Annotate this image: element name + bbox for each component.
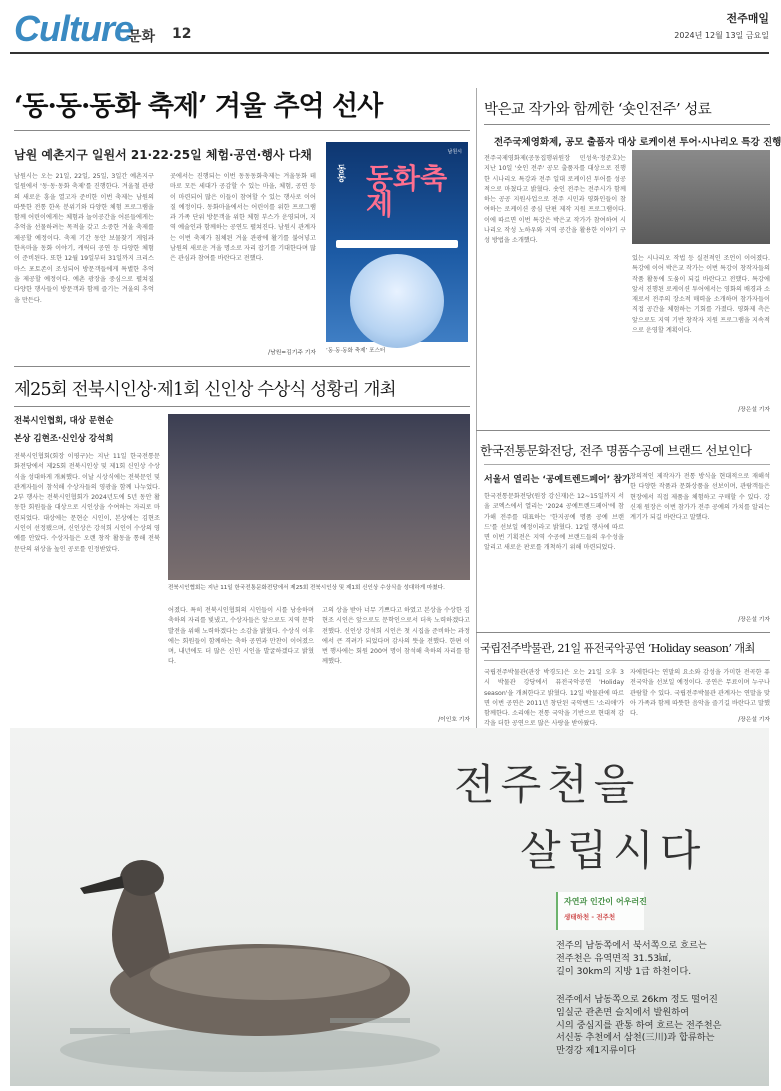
campaign-text-2-line: 서신동 추천에서 삼천(三川)과 합류하는 xyxy=(556,1032,715,1044)
campaign-label-title: 자연과 인간이 어우러진 xyxy=(564,897,647,906)
poster-vertical-title: 동동 xyxy=(335,164,345,182)
museum-byline: /장은설 기자 xyxy=(738,717,770,723)
campaign-text-1-line: 길이 30km의 지방 1급 하천이다. xyxy=(556,965,692,977)
shortin-body-col2: 있는 시나리오 작법 등 실전적인 조언이 이어졌다. 특강에 이어 박은교 작가는 이번 특강이 창작자들의 작품 활동에 도움이 되길 바란다고 전했다. 특강에 앞서 진행된 로케이션 투어에서는 영화의 배경과 소재로서 전주의 장소적 매력을 소개하며 참가자들이 직접 공간을 체험하는 기회를 가졌다. 영화제 측은 앞으로도 지역 기반 창작자 지원 프로그램을 지속적으로 운영할 계획이다. xyxy=(632,255,770,335)
lead-subheadline: 남원 예촌지구 일원서 21·22·25일 체험·공연·행사 다채 xyxy=(14,148,312,162)
poetry-headline: 제25회 전북시인상·제1회 신인상 수상식 성황리 개최 xyxy=(14,380,396,400)
campaign-title-line1: 전주천을 xyxy=(454,760,641,809)
poetry-byline: /이인호 기자 xyxy=(438,717,470,723)
campaign-text-1-line: 전주천은 유역면적 31.53㎢, xyxy=(556,952,672,964)
newspaper-name: 전주매일 xyxy=(726,12,769,25)
lead-headline: ‘동·동·동화 축제’ 겨울 추억 선사 xyxy=(14,91,383,122)
museum-body-col2: 자에한다는 연말의 요소와 감성을 가미한 전곡한 퓨전국악을 선보일 예정이다. 공연은 무료이며 누구나 관람할 수 있다. 국립전주박물관 관계자는 연말을 맞아 가족과 함께 따뜻한 음악을 즐기길 바란다고 말했다. xyxy=(630,669,770,718)
lead-byline: /남원=김기주 기자 xyxy=(268,350,316,356)
campaign-text-2 xyxy=(556,994,721,1058)
lead-rule xyxy=(14,130,470,131)
lead-body-col2: 곳에서는 진행되는 이번 동동동화축제는 겨울동화 테마로 모든 세대가 공감할 수 있는 마을, 체험, 공연 등이 마련되어 많은 이들이 참여할 수 있는 행사로 이어질 예정이다. 동화마을에서는 어린이를 위한 프로그램과 가족 단위 방문객을 위한 체험 부스가 운영되며, 지역 예술인과 함께하는 공연도 펼쳐진다. 남원시 관계자는 이번 축제가 침체된 겨울 관광에 활기를 불어넣고 남원의 새로운 겨울 명소로 자리 잡기를 기대한다며 많은 관심과 참여를 바란다고 전했다. xyxy=(170,173,316,263)
shortin-subheadline: 전주국제영화제, 공모 출품자 대상 로케이션 투어·시나리오 특강 진행 xyxy=(494,137,781,148)
campaign-label-sub: 생태하천 - 전주천 xyxy=(564,913,616,921)
poetry-group-photo xyxy=(168,414,470,580)
poster-main-title: 동화축제 xyxy=(366,162,448,221)
poetry-photo-caption: 전북시인협회는 지난 11일 한국전통문화전당에서 제25회 전북시인상 및 제1회 신인상 수상식을 성대하게 마쳤다. xyxy=(168,585,445,591)
page-number: 12 xyxy=(172,26,192,42)
craft-byline: /장은설 기자 xyxy=(738,617,770,623)
craft-rule xyxy=(484,464,770,465)
poetry-body-col3: 고의 상을 받아 너무 기쁘다고 하였고 본상을 수상한 김현조 시인은 앞으로도 문학인으로서 더욱 노력하겠다고 전했다. 신인상 강석희 시인은 첫 시집을 준비하는 과정에서 큰 격려가 되었다며 감사의 뜻을 전했다. 한편 이번 행사에는 회원 200여 명이 참석해 축하의 자리를 함께했다. xyxy=(322,607,470,666)
poster-caption: ‘동·동·동화 축제’ 포스터 xyxy=(326,348,386,354)
poetry-subhead-2: 본상 김현조·신인상 강석희 xyxy=(14,434,114,444)
festival-poster xyxy=(326,142,468,342)
campaign-text-2-line: 시의 중심지를 관통 하여 흐르는 전주천은 xyxy=(556,1019,722,1031)
issue-date: 2024년 12월 13일 금요일 xyxy=(674,31,769,40)
poster-date-bar xyxy=(336,240,458,248)
lead-body-col1: 남원시는 오는 21일, 22일, 25일, 3일간 예촌지구 일원에서 '동·동·동화 축제'를 진행한다. 겨울철 관광의 새로운 흥을 열고자 준비한 이번 축제는 남원의 따뜻한 전통 한옥 분위기와 다양한 체험 프로그램을 함께 어린이에게는 체험과 놀이공간을 어른들에게는 추억을 선물하려는 목적을 갖고 소중한 겨울 축제를 제공할 예정이다. 축제 기간 동안 보물찾기 게임과 한옥마을 동화 이야기, 캐릭터 공연 등 다양한 체험이 준비된다. 또한 12월 19일부터 31일까지 크리스마스 포토존이 조성되어 방문객들에게 특별한 추억을 제공할 예정이다. 예촌 광장을 중심으로 펼쳐질 다양한 행사들이 방문객과 함께 즐기는 겨울의 추억을 만든다. xyxy=(14,173,154,304)
poetry-top-rule xyxy=(14,366,470,367)
poetry-body-col1: 전북시인협회(회장 이평구)는 지난 11일 한국전통문화전당에서 제25회 전북시인상 및 제1회 신인상 수상식을 성대하게 개최했다. 이날 시상식에는 전북문인 및 관계자들이 참석해 수상자들의 영광을 함께 나누었다. 2부 행사는 전북시인협회가 2024년도에 5년 동안 활동한 회원들을 대상으로 시인상을 수여하는 자리로 마련되었다. 대상에는 문현순 시인이, 본상에는 김현조 시인이 선정됐으며, 신인상은 강석희 시인이 수상의 영예를 안았다. 수상자들은 오랜 창작 활동을 통해 전북 문단의 위상을 높인 공로를 인정받았다. xyxy=(14,453,160,553)
craft-top-rule xyxy=(476,430,770,431)
shortin-byline: /장은설 기자 xyxy=(738,407,770,413)
craft-subheadline: 서울서 열리는 ‘공예트렌드페어’ 참가 xyxy=(484,475,631,485)
museum-top-rule xyxy=(476,632,770,633)
poetry-body-col2: 어졌다. 특히 전북시인협회의 시인들이 시를 낭송하며 축하의 자리를 빛냈고, 수상자들은 앞으로도 지역 문학 발전을 위해 노력하겠다는 소감을 밝혔다. 수상식 이후에는 회원들이 함께하는 축하 공연과 만찬이 이어졌으며, 내년에도 더 많은 신인 시인을 발굴하겠다고 밝혔다. xyxy=(168,607,314,666)
campaign-text-1 xyxy=(556,940,707,978)
campaign-title-line2: 살립시다 xyxy=(520,826,707,875)
museum-rule xyxy=(484,660,770,661)
poetry-subhead-1: 전북시인협회, 대상 문현순 xyxy=(14,416,114,426)
poster-snow-globe xyxy=(350,254,444,348)
craft-body-col2: 창의적인 제작자가 전통 방식을 현대적으로 재해석한 다양한 작품과 문화상품을 선보이며, 관람객들은 현장에서 직접 제품을 체험하고 구매할 수 있다. 강신재 원장은 이번 참가가 전주 공예의 가치를 알리는 계기가 되길 바란다고 말했다. xyxy=(630,473,770,522)
museum-headline: 국립전주박물관, 21일 퓨전국악공연 ‘Holiday season’ 개최 xyxy=(480,642,755,655)
craft-headline: 한국전통문화전당, 전주 명품수공예 브랜드 선보인다 xyxy=(480,443,752,458)
campaign-text-1-line: 전주의 남동쪽에서 북서쪽으로 흐르는 xyxy=(556,940,707,951)
campaign-text-2-line: 만경강 제1지류이다 xyxy=(556,1045,636,1057)
shortin-photo xyxy=(632,150,770,244)
shortin-rule xyxy=(484,124,770,125)
poster-badge: 남원시 xyxy=(447,149,462,155)
craft-body-col1: 한국전통문화전당(원장 강신재)은 12~15일까지 서울 코엑스에서 열리는 '2024 공예트렌드페어'에 참가해 전주를 대표하는 '한지공예 명품 공예 브랜드'를 선보일 예정이라고 밝혔다. 12일 행사에 따르면 이번 기획전은 지역 수공예 브랜드들의 우수성을 알리고 새로운 판로를 개척하기 위해 마련되었다. xyxy=(484,493,624,552)
poetry-rule xyxy=(14,406,470,407)
museum-body-col1: 국립전주박물관(관장 박경도)은 오는 21일 오후 3시 박물관 강당에서 퓨전국악공연 'Holiday season'을 개최한다고 밝혔다. 12일 박물관에 따르면 이번 공연은 2011년 창단된 국악밴드 '소리애'가 함께한다. 소리애는 전통 국악을 기반으로 현대적 감각을 더한 공연으로 많은 사랑을 받아왔다. xyxy=(484,669,624,728)
section-name: 문화 xyxy=(128,29,156,45)
campaign-text-2-line: 전주에서 남동쪽으로 26km 정도 떨어진 xyxy=(556,994,718,1005)
campaign-text-2-line: 임실군 관촌면 슬치에서 발원하여 xyxy=(556,1006,690,1018)
shortin-headline: 박은교 작가와 함께한 ‘숏인전주’ 성료 xyxy=(484,102,712,118)
section-logo: Culture xyxy=(14,8,133,49)
shortin-body-col1: 전주국제영화제(공동집행위원장 민성욱·정준호)는 지난 10일 '숏인 전주' 공모 출품자를 대상으로 진행한 시나리오 특강과 전주 일대 로케이션 투어를 성공적으로 마쳤다고 밝혔다. 숏인 전주는 전주시가 함께하는 공공 지원사업으로 전주 시민과 영화인들이 참여하는 로케이션 중심 단편 제작 지원 프로그램이다. 이에 따르면 이번 특강은 박은교 작가가 참여하여 시나리오 작성 노하우와 지역 공간을 활용한 이야기 구성 방법을 소개했다. xyxy=(484,155,626,245)
campaign-label-box xyxy=(556,892,647,930)
masthead-rule xyxy=(10,52,769,54)
